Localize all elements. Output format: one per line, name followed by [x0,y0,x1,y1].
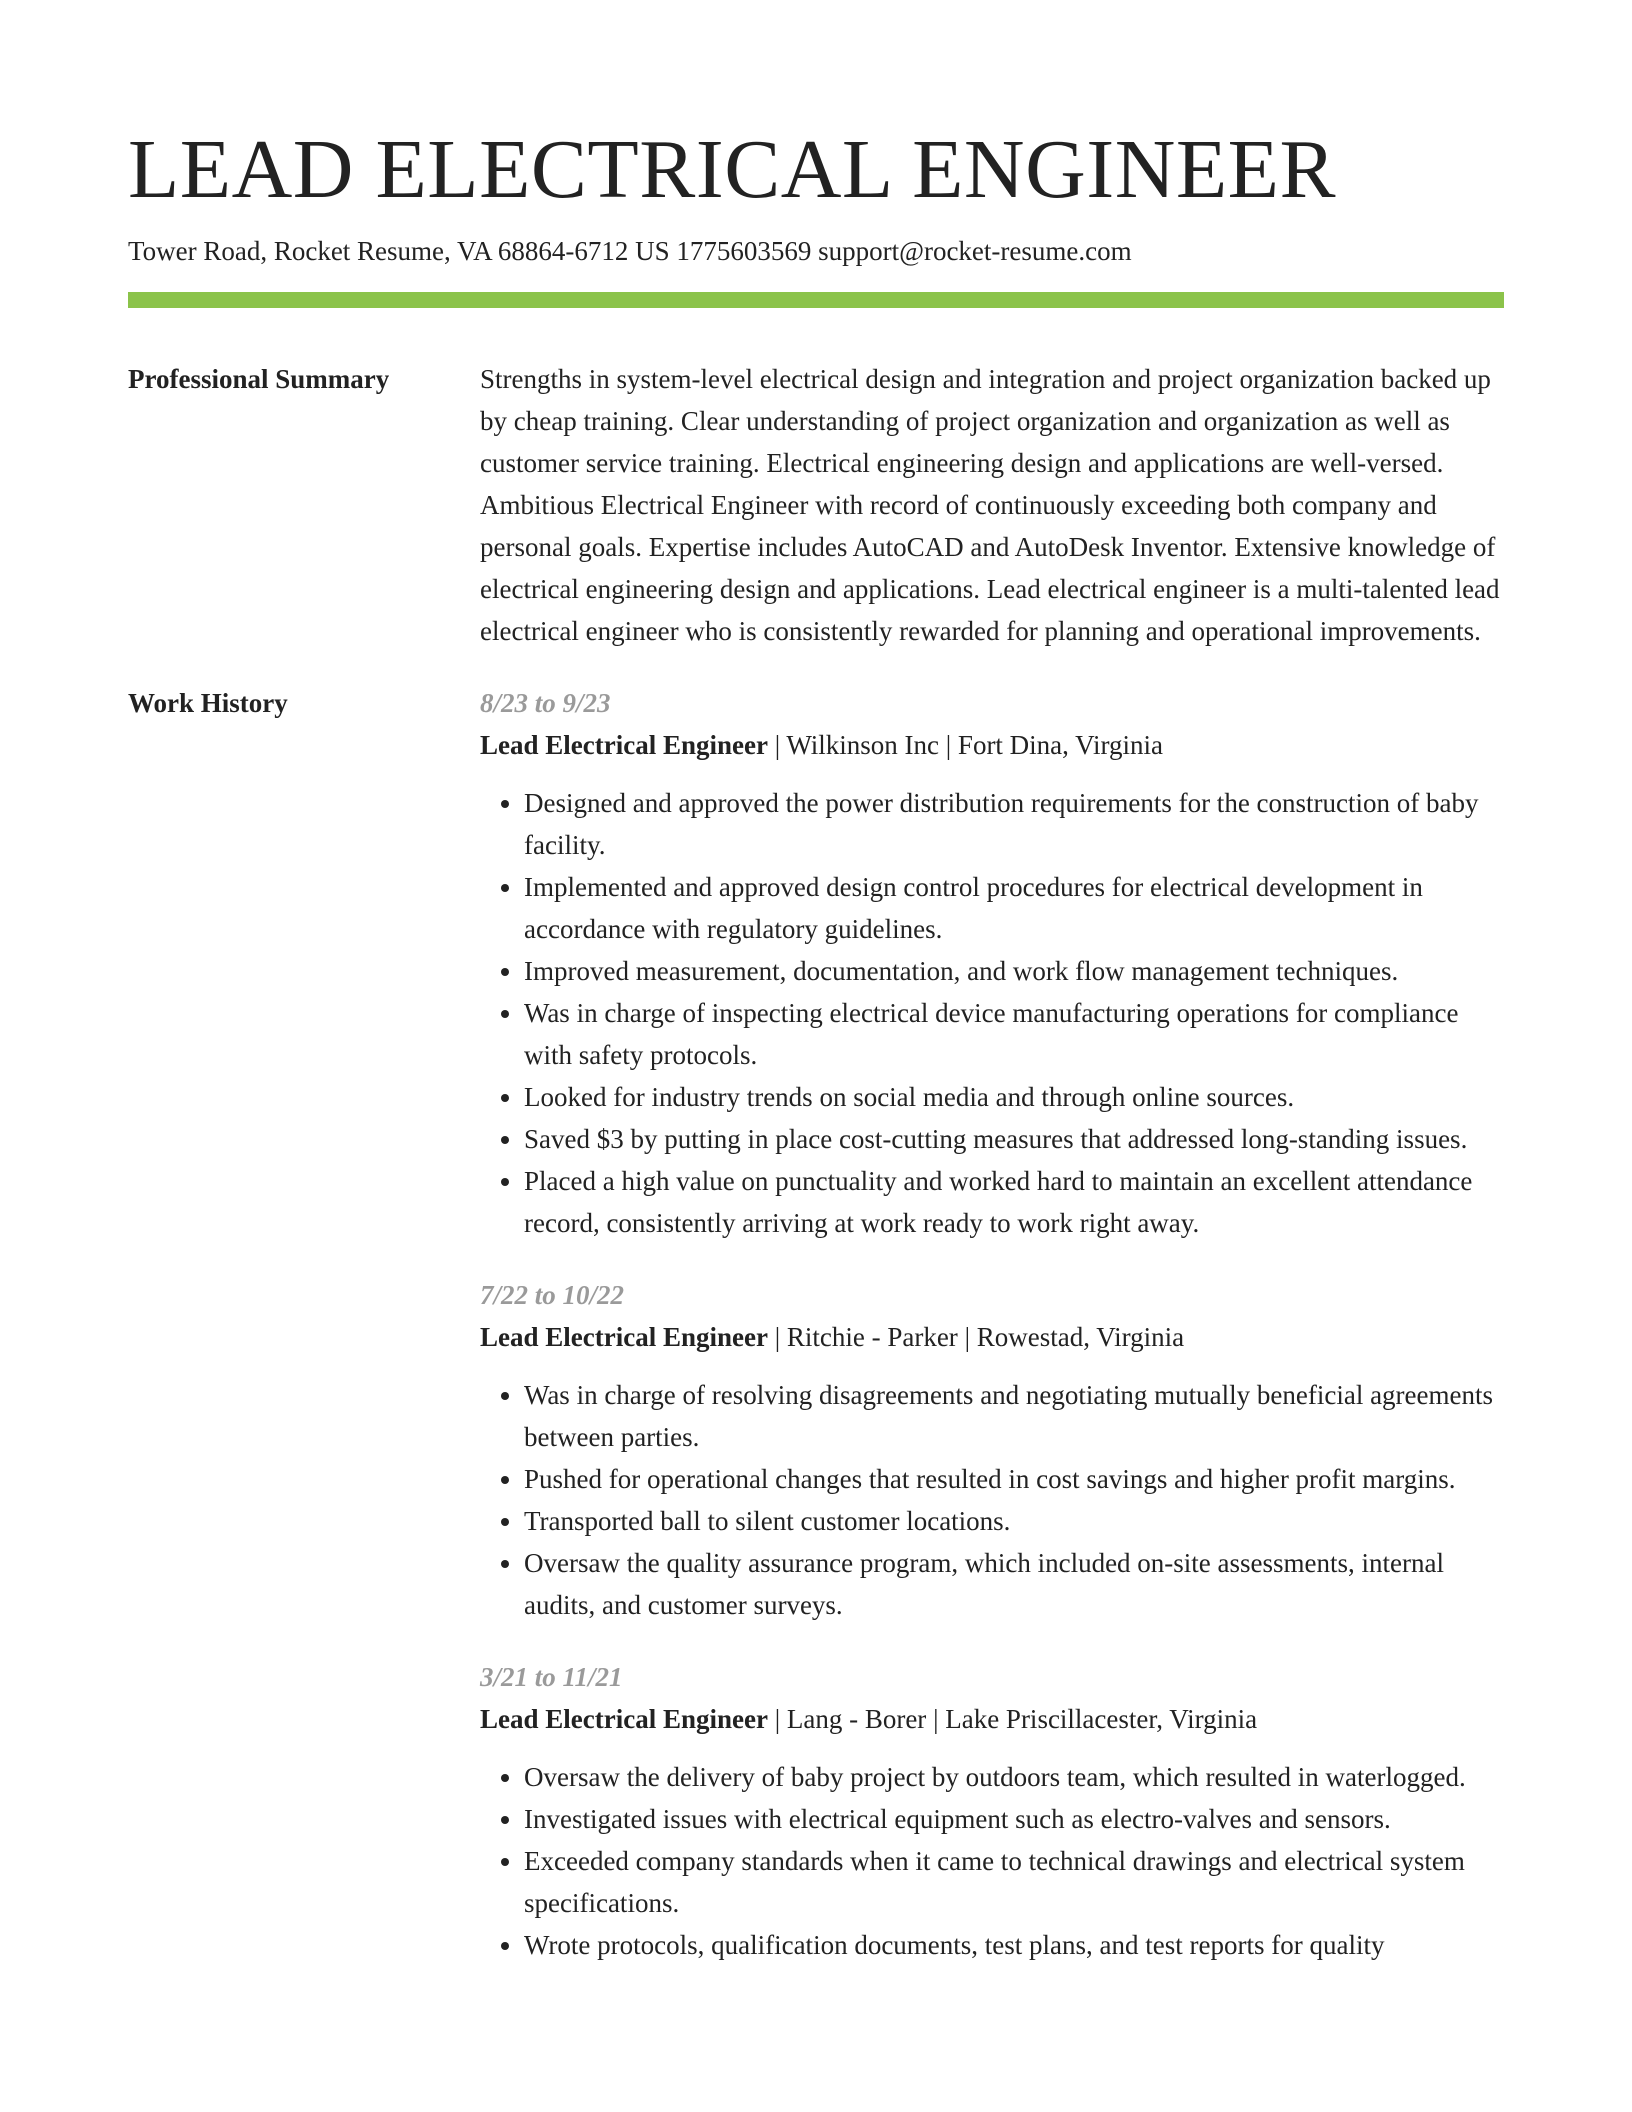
accent-divider [128,292,1504,308]
summary-section-label: Professional Summary [128,364,390,394]
job-separator: | [939,730,958,760]
job-title-line [480,724,1504,766]
job-dates: 7/22 to 10/22 [480,1280,625,1310]
job-separator: | [767,1704,787,1734]
job-bullet-list [480,1756,1504,1966]
summary-section [128,358,1504,652]
work-history-section [128,682,1504,1996]
job-bullet: • Investigated issues with electrical equipment such as electro-valves and sensors. [524,1798,1504,1840]
job-bullet: • Looked for industry trends on social media and through online sources. [524,1076,1504,1118]
job-bullet-list [480,782,1504,1244]
job-dates: 8/23 to 9/23 [480,688,611,718]
job-bullet: • Exceeded company standards when it came to technical drawings and electrical system specifications. [524,1840,1504,1924]
job-location: Fort Dina, Virginia [957,730,1164,760]
job-location: Rowestad, Virginia [976,1322,1185,1352]
job-bullet: • Improved measurement, documentation, and work flow management techniques. [524,950,1504,992]
job-bullet: • Saved $3 by putting in place cost-cutting measures that addressed long-standing issues. [524,1118,1504,1160]
job-bullet: • Was in charge of resolving disagreements and negotiating mutually beneficial agreements between parties. [524,1374,1504,1458]
job-entry [480,1274,1504,1626]
job-company: Wilkinson Inc [786,730,940,760]
work-history-section-label: Work History [128,688,288,718]
job-company: Lang - Borer [786,1704,927,1734]
job-title: Lead Electrical Engineer [480,1704,768,1734]
job-dates: 3/21 to 11/21 [480,1662,623,1692]
job-title-line [480,1316,1504,1358]
job-bullet: • Designed and approved the power distribution requirements for the construction of baby facility. [524,782,1504,866]
job-location: Lake Priscillacester, Virginia [945,1704,1258,1734]
job-bullet: • Transported ball to silent customer locations. [524,1500,1504,1542]
job-entry [480,682,1504,1244]
job-separator: | [957,1322,977,1352]
job-separator: | [767,730,787,760]
work-history-list [480,682,1504,1996]
job-bullet: • Implemented and approved design control procedures for electrical development in accordance with regulatory guidelines. [524,866,1504,950]
summary-text: Strengths in system-level electrical design and integration and project organization backed up by cheap training. Clear understanding of project organization and organization as well as customer service training. Electrical engineering design and applications are well-versed. Ambitious Electrical Engineer with record of continuously exceeding both company and personal goals. Expertise includes AutoCAD and AutoDesk Inventor. Extensive knowledge of electrical engineering design and applications. Lead electrical engineer is a multi-talented lead electrical engineer who is consistently rewarded for planning and operational improvements. [480,364,1500,646]
job-title: Lead Electrical Engineer [480,730,768,760]
job-bullet: • Was in charge of inspecting electrical device manufacturing operations for compliance with safety protocols. [524,992,1504,1076]
job-separator: | [767,1322,787,1352]
job-bullet-list [480,1374,1504,1626]
contact-line: Tower Road, Rocket Resume, VA 68864-6712 US 1775603569 support@rocket-resume.com [128,236,1132,266]
job-bullet: • Oversaw the quality assurance program, which included on-site assessments, internal audits, and customer surveys. [524,1542,1504,1626]
job-bullet: • Wrote protocols, qualification documents, test plans, and test reports for quality [524,1924,1504,1966]
resume-page [128,0,1504,1996]
resume-name-heading: LEAD ELECTRICAL ENGINEER [128,123,1337,216]
job-bullet: • Oversaw the delivery of baby project by outdoors team, which resulted in waterlogged. [524,1756,1504,1798]
job-bullet: • Placed a high value on punctuality and worked hard to maintain an excellent attendance record, consistently arriving at work ready to work right away. [524,1160,1504,1244]
job-title: Lead Electrical Engineer [480,1322,768,1352]
job-separator: | [926,1704,946,1734]
job-title-line [480,1698,1504,1740]
job-entry [480,1656,1504,1966]
job-bullet: • Pushed for operational changes that resulted in cost savings and higher profit margins. [524,1458,1504,1500]
job-company: Ritchie - Parker [786,1322,958,1352]
